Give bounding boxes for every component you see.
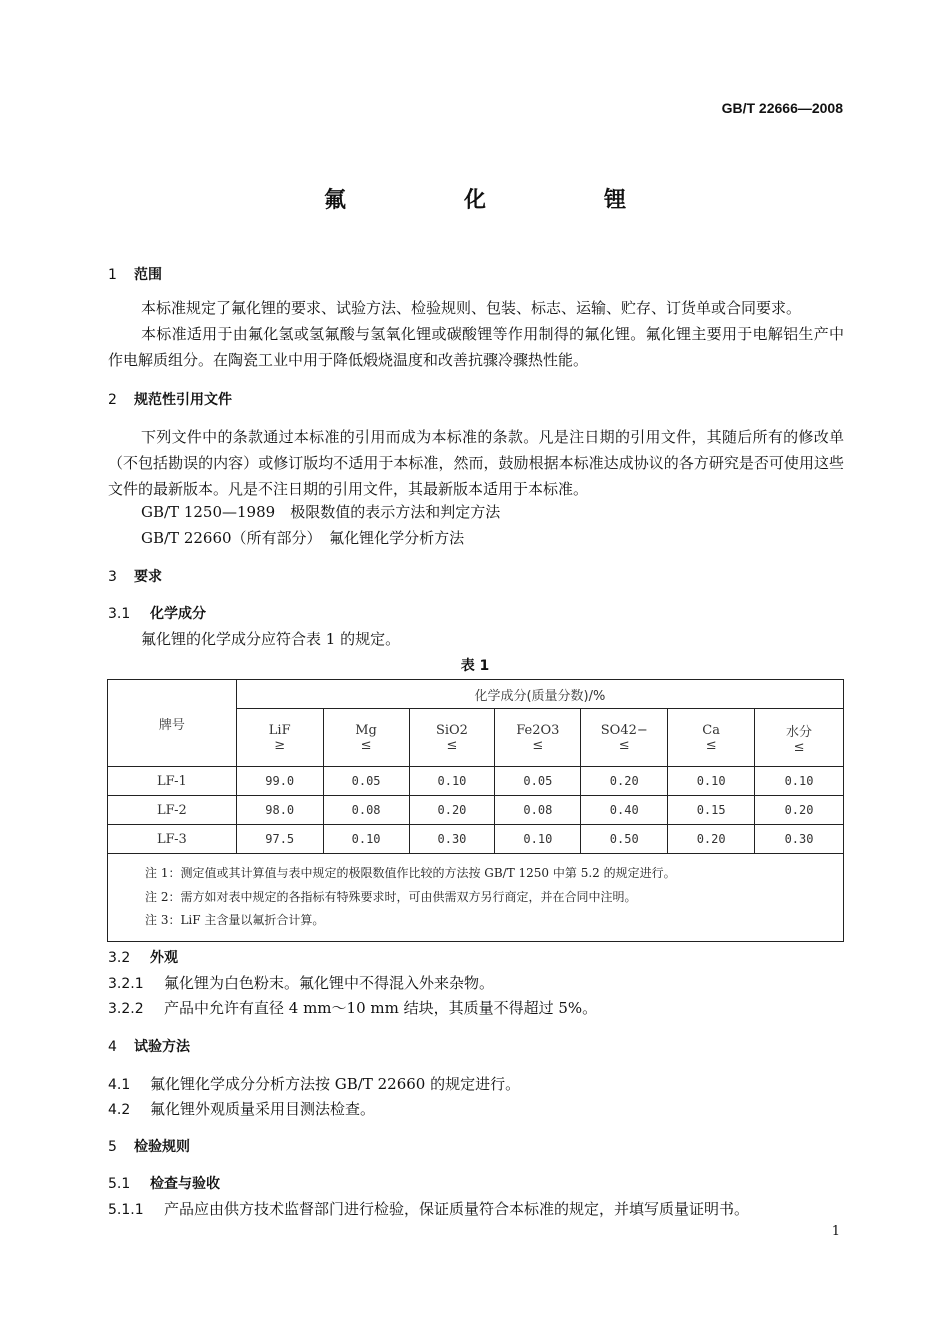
column-limit: ≤ xyxy=(618,737,630,753)
section-title: 化学成分 xyxy=(150,606,206,622)
column-limit: ≤ xyxy=(705,737,717,753)
value-cell: 0.30 xyxy=(409,825,495,854)
column-limit: ≤ xyxy=(360,737,372,753)
section-number: 3.1 xyxy=(108,606,131,622)
column-name: LiF xyxy=(268,722,291,738)
section-5-heading xyxy=(108,1136,190,1156)
value-cell: 0.50 xyxy=(581,825,668,854)
reference-code: GB/T 1250—1989 xyxy=(141,503,276,521)
column-header xyxy=(236,709,323,767)
page-number: 1 xyxy=(831,1224,840,1239)
section-number: 5 xyxy=(108,1139,117,1155)
brand-cell: LF-1 xyxy=(108,767,237,796)
table-notes-row xyxy=(108,854,844,942)
value-cell: 0.40 xyxy=(581,796,668,825)
value-cell: 0.08 xyxy=(323,796,409,825)
clause-number: 3.2.1 xyxy=(108,976,144,992)
column-header xyxy=(409,709,495,767)
table-row xyxy=(108,796,844,825)
column-limit: ≥ xyxy=(274,737,286,753)
composition-group-header: 化学成分(质量分数)/% xyxy=(236,680,843,709)
clause-4-2 xyxy=(108,1098,375,1119)
value-cell: 0.10 xyxy=(409,767,495,796)
paragraph: 本标准规定了氟化锂的要求、试验方法、检验规则、包装、标志、运输、贮存、订货单或合同要求。 xyxy=(141,299,802,317)
column-name: 水分 xyxy=(786,724,813,740)
column-name: SO42− xyxy=(600,722,648,738)
clause-text: 氟化锂化学成分分析方法按 GB/T 22660 的规定进行。 xyxy=(150,1075,521,1093)
column-limit: ≤ xyxy=(446,737,458,753)
column-header xyxy=(755,709,844,767)
paragraph: 氟化锂的化学成分应符合表 1 的规定。 xyxy=(141,630,401,648)
column-name: Fe2O3 xyxy=(516,722,560,738)
section-title: 检验规则 xyxy=(134,1139,190,1155)
clause-text: 产品中允许有直径 4 mm～10 mm 结块，其质量不得超过 5%。 xyxy=(164,999,598,1017)
subsection-3-1-heading xyxy=(108,603,206,623)
column-header xyxy=(323,709,409,767)
section-1-heading xyxy=(108,264,162,284)
reference-title: 极限数值的表示方法和判定方法 xyxy=(290,503,501,521)
section-4-heading xyxy=(108,1036,190,1056)
clause-number: 4.1 xyxy=(108,1077,131,1093)
value-cell: 0.05 xyxy=(323,767,409,796)
table-note: 注 2：需方如对表中规定的各指标有特殊要求时，可由供需双方另行商定，并在合同中注明。 xyxy=(145,889,637,904)
table-row xyxy=(108,825,844,854)
clause-5-1-1 xyxy=(108,1198,749,1219)
section-number: 2 xyxy=(108,392,117,408)
value-cell: 0.10 xyxy=(323,825,409,854)
value-cell: 97.5 xyxy=(236,825,323,854)
reference-item xyxy=(141,527,464,548)
section-number: 3 xyxy=(108,569,117,585)
subsection-3-2-heading xyxy=(108,947,178,967)
column-limit: ≤ xyxy=(793,739,805,755)
table-notes xyxy=(108,854,844,942)
value-cell: 0.10 xyxy=(495,825,581,854)
value-cell: 99.0 xyxy=(236,767,323,796)
column-name: Mg xyxy=(355,722,377,738)
clause-4-1 xyxy=(108,1073,520,1094)
reference-title: 氟化锂化学分析方法 xyxy=(329,529,465,547)
reference-item xyxy=(141,501,500,522)
column-name: Ca xyxy=(702,722,720,738)
column-header xyxy=(495,709,581,767)
value-cell: 0.20 xyxy=(755,796,844,825)
column-header xyxy=(668,709,755,767)
section-title: 要求 xyxy=(134,569,162,585)
value-cell: 0.30 xyxy=(755,825,844,854)
section-title: 范围 xyxy=(134,267,162,283)
clause-3-2-2 xyxy=(108,997,597,1018)
table-row xyxy=(108,767,844,796)
section-title: 检查与验收 xyxy=(150,1176,220,1192)
reference-code: GB/T 22660（所有部分） xyxy=(141,529,315,547)
section-title: 外观 xyxy=(150,950,178,966)
value-cell: 0.05 xyxy=(495,767,581,796)
brand-cell: LF-3 xyxy=(108,825,237,854)
value-cell: 98.0 xyxy=(236,796,323,825)
section-number: 5.1 xyxy=(108,1176,131,1192)
brand-header: 牌号 xyxy=(108,680,237,767)
section-title: 试验方法 xyxy=(134,1039,190,1055)
paragraph: 下列文件中的条款通过本标准的引用而成为本标准的条款。凡是注日期的引用文件，其随后所有的修改单（不包括勘误的内容）或修订版均不适用于本标准，然而，鼓励根据本标准达成协议的各方研究是否可使用这些文件的最新版本。凡是不注日期的引用文件，其最新版本适用于本标准。 xyxy=(108,428,844,498)
page-title: 氟 化 锂 xyxy=(323,188,674,213)
table-caption: 表 1 xyxy=(460,658,490,674)
column-header xyxy=(581,709,668,767)
section-number: 3.2 xyxy=(108,950,131,966)
brand-cell: LF-2 xyxy=(108,796,237,825)
clause-number: 3.2.2 xyxy=(108,1001,144,1017)
column-name: SiO2 xyxy=(435,722,468,738)
subsection-5-1-heading xyxy=(108,1173,220,1193)
section-3-heading xyxy=(108,566,162,586)
paragraph: 本标准适用于由氟化氢或氢氟酸与氢氧化锂或碳酸锂等作用制得的氟化锂。氟化锂主要用于电解铝生产中作电解质组分。在陶瓷工业中用于降低煅烧温度和改善抗骤冷骤热性能。 xyxy=(108,325,844,369)
clause-text: 产品应由供方技术监督部门进行检验，保证质量符合本标准的规定，并填写质量证明书。 xyxy=(164,1200,750,1218)
clause-text: 氟化锂外观质量采用目测法检查。 xyxy=(150,1100,376,1118)
section-number: 1 xyxy=(108,267,117,283)
section-2-heading xyxy=(108,389,232,409)
standard-number: GB/T 22666—2008 xyxy=(721,100,843,116)
value-cell: 0.20 xyxy=(668,825,755,854)
clause-number: 5.1.1 xyxy=(108,1202,144,1218)
column-limit: ≤ xyxy=(532,737,544,753)
clause-3-2-1 xyxy=(108,972,494,993)
section-number: 4 xyxy=(108,1039,117,1055)
value-cell: 0.10 xyxy=(755,767,844,796)
value-cell: 0.10 xyxy=(668,767,755,796)
value-cell: 0.15 xyxy=(668,796,755,825)
value-cell: 0.08 xyxy=(495,796,581,825)
clause-number: 4.2 xyxy=(108,1102,131,1118)
chemical-composition-table xyxy=(107,679,844,942)
table-note: 注 3：LiF 主含量以氟折合计算。 xyxy=(145,913,325,927)
value-cell: 0.20 xyxy=(409,796,495,825)
value-cell: 0.20 xyxy=(581,767,668,796)
section-title: 规范性引用文件 xyxy=(134,392,232,408)
clause-text: 氟化锂为白色粉末。氟化锂中不得混入外来杂物。 xyxy=(164,974,495,992)
table-note: 注 1：测定值或其计算值与表中规定的极限数值作比较的方法按 GB/T 1250 中第 5.2 的规定进行。 xyxy=(145,866,676,880)
